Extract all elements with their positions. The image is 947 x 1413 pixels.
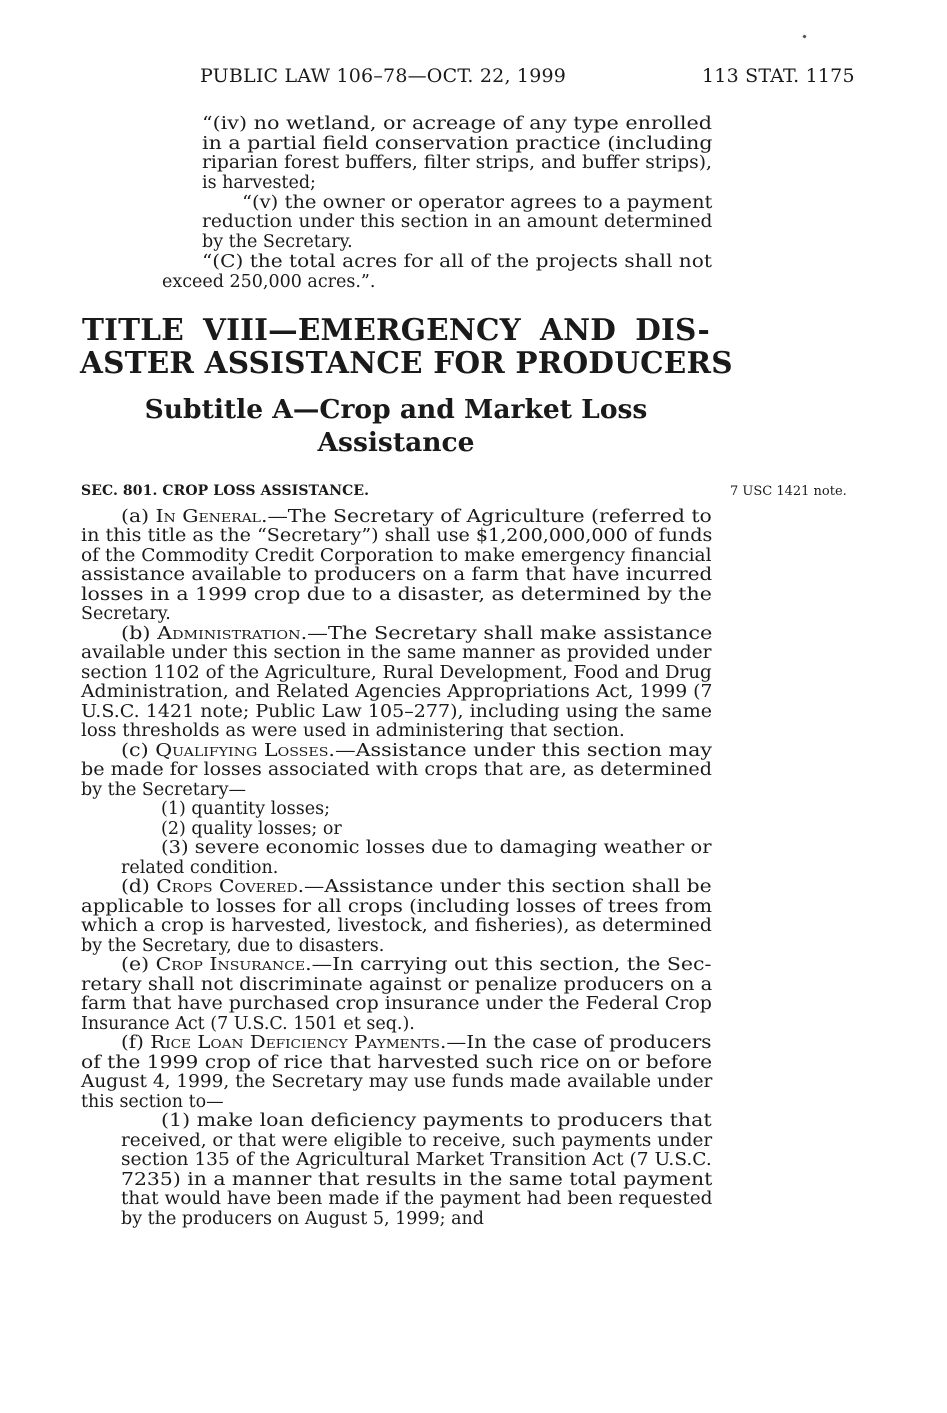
paragraph-text: .—In the case of producers bbox=[439, 1033, 712, 1053]
text-line: section 1102 of the Agriculture, Rural Development, Food and Drug bbox=[81, 663, 712, 683]
paragraph-label: (e) bbox=[121, 955, 156, 975]
subtitle-line-1: Subtitle A—Crop and Market Loss bbox=[144, 394, 648, 425]
text-line: “(v) the owner or operator agrees to a payment bbox=[242, 193, 713, 213]
text-line: by the producers on August 5, 1999; and bbox=[121, 1209, 485, 1229]
scan-mark bbox=[802, 34, 806, 38]
list-item: (1) quantity losses; bbox=[161, 799, 330, 819]
text-line: exceed 250,000 acres.”. bbox=[162, 272, 376, 292]
text-line: of the 1999 crop of rice that harvested such rice on or before bbox=[81, 1053, 713, 1073]
paragraph-heading: Crop Insurance bbox=[155, 955, 306, 975]
running-title: PUBLIC LAW 106–78—OCT. 22, 1999 bbox=[200, 65, 567, 87]
text-line: assistance available to producers on a farm that have incurred bbox=[81, 565, 713, 585]
text-line: farm that have purchased crop insurance under the Federal Crop bbox=[81, 994, 712, 1014]
text-line: this section to— bbox=[81, 1092, 224, 1112]
paragraph-text: .—The Secretary of Agriculture (referred to bbox=[260, 507, 712, 527]
paragraph-e-line bbox=[121, 955, 711, 975]
text-line: “(iv) no wetland, or acreage of any type enrolled bbox=[202, 114, 713, 134]
stat-page-number: 113 STAT. 1175 bbox=[702, 65, 855, 87]
text-line: August 4, 1999, the Secretary may use funds made available under bbox=[81, 1072, 713, 1092]
text-line: 7235) in a manner that results in the same total payment bbox=[121, 1170, 713, 1190]
list-item: (3) severe economic losses due to damaging weather or bbox=[161, 838, 712, 858]
text-line: Secretary. bbox=[81, 604, 171, 624]
text-line: related condition. bbox=[121, 858, 279, 878]
paragraph-label: (d) bbox=[121, 877, 157, 897]
list-item: (1) make loan deficiency payments to producers that bbox=[161, 1111, 712, 1131]
text-line: available under this section in the same manner as provided under bbox=[81, 643, 712, 663]
paragraph-label: (a) bbox=[121, 507, 156, 527]
paragraph-d-line bbox=[121, 877, 712, 897]
title-word: DIS- bbox=[635, 312, 710, 347]
text-line: that would have been made if the payment had been requested bbox=[121, 1189, 713, 1209]
title-heading bbox=[80, 312, 733, 380]
text-line: be made for losses associated with crops that are, as determined bbox=[81, 760, 712, 780]
title-word: AND bbox=[540, 312, 617, 347]
text-line: section 135 of the Agricultural Market Transition Act (7 U.S.C. bbox=[121, 1150, 712, 1170]
text-line: in this title as the “Secretary”) shall use $1,200,000,000 of funds bbox=[81, 526, 713, 546]
text-line: in a partial field conservation practice (including bbox=[202, 134, 713, 154]
text-line: by the Secretary, due to disasters. bbox=[81, 936, 385, 956]
list-item: (2) quality losses; or bbox=[161, 819, 342, 839]
paragraph-text: .—The Secretary shall make assistance bbox=[300, 624, 713, 644]
section-heading: SEC. 801. CROP LOSS ASSISTANCE. bbox=[81, 483, 370, 499]
text-line: U.S.C. 1421 note; Public Law 105–277), including using the same bbox=[81, 702, 713, 722]
paragraph-text: .—Assistance under this section may bbox=[328, 741, 713, 761]
paragraph-f-line bbox=[121, 1033, 711, 1053]
paragraph-text: .—Assistance under this section shall be bbox=[297, 877, 712, 897]
text-line: “(C) the total acres for all of the projects shall not bbox=[202, 252, 712, 272]
paragraph-heading: In General bbox=[155, 507, 261, 527]
text-line: is harvested; bbox=[202, 173, 316, 193]
text-line: by the Secretary— bbox=[81, 780, 246, 800]
margin-note: 7 USC 1421 note. bbox=[730, 484, 847, 499]
paragraph-heading: Administration bbox=[157, 624, 301, 644]
text-line: Insurance Act (7 U.S.C. 1501 et seq.). bbox=[81, 1014, 415, 1034]
paragraph-text: .—In carrying out this section, the Sec- bbox=[305, 955, 712, 975]
paragraph-heading: Rice Loan Deficiency Payments bbox=[150, 1033, 440, 1053]
paragraph-label: (c) bbox=[121, 741, 156, 761]
paragraph-label: (b) bbox=[121, 624, 158, 644]
paragraph-heading: Crops Covered bbox=[156, 877, 298, 897]
subtitle-line-2: Assistance bbox=[317, 427, 475, 458]
text-line: applicable to losses for all crops (including losses of trees from bbox=[81, 897, 713, 917]
text-line: losses in a 1999 crop due to a disaster, as determined by the bbox=[81, 585, 712, 605]
paragraph-c-line bbox=[121, 741, 712, 761]
title-line-2: ASTER ASSISTANCE FOR PRODUCERS bbox=[80, 345, 733, 380]
text-line: by the Secretary. bbox=[202, 232, 353, 252]
title-word: TITLE bbox=[82, 312, 184, 347]
text-line: Administration, and Related Agencies Appropriations Act, 1999 (7 bbox=[81, 682, 713, 702]
paragraph-heading: Qualifying Losses bbox=[155, 741, 329, 761]
text-line: of the Commodity Credit Corporation to make emergency financial bbox=[81, 546, 712, 566]
text-line: retary shall not discriminate against or penalize producers on a bbox=[81, 975, 713, 995]
title-word: VIII—EMERGENCY bbox=[203, 312, 521, 347]
subtitle-heading bbox=[80, 393, 712, 459]
text-line: loss thresholds as were used in administering that section. bbox=[81, 721, 625, 741]
paragraph-b-line bbox=[121, 624, 712, 644]
text-line: reduction under this section in an amount determined bbox=[202, 212, 713, 232]
paragraph-label: (f) bbox=[121, 1033, 151, 1053]
paragraph-a-line bbox=[121, 507, 712, 527]
text-line: riparian forest buffers, filter strips, and buffer strips), bbox=[202, 153, 712, 173]
text-line: received, or that were eligible to receive, such payments under bbox=[121, 1131, 713, 1151]
text-line: which a crop is harvested, livestock, and fisheries), as determined bbox=[81, 916, 712, 936]
